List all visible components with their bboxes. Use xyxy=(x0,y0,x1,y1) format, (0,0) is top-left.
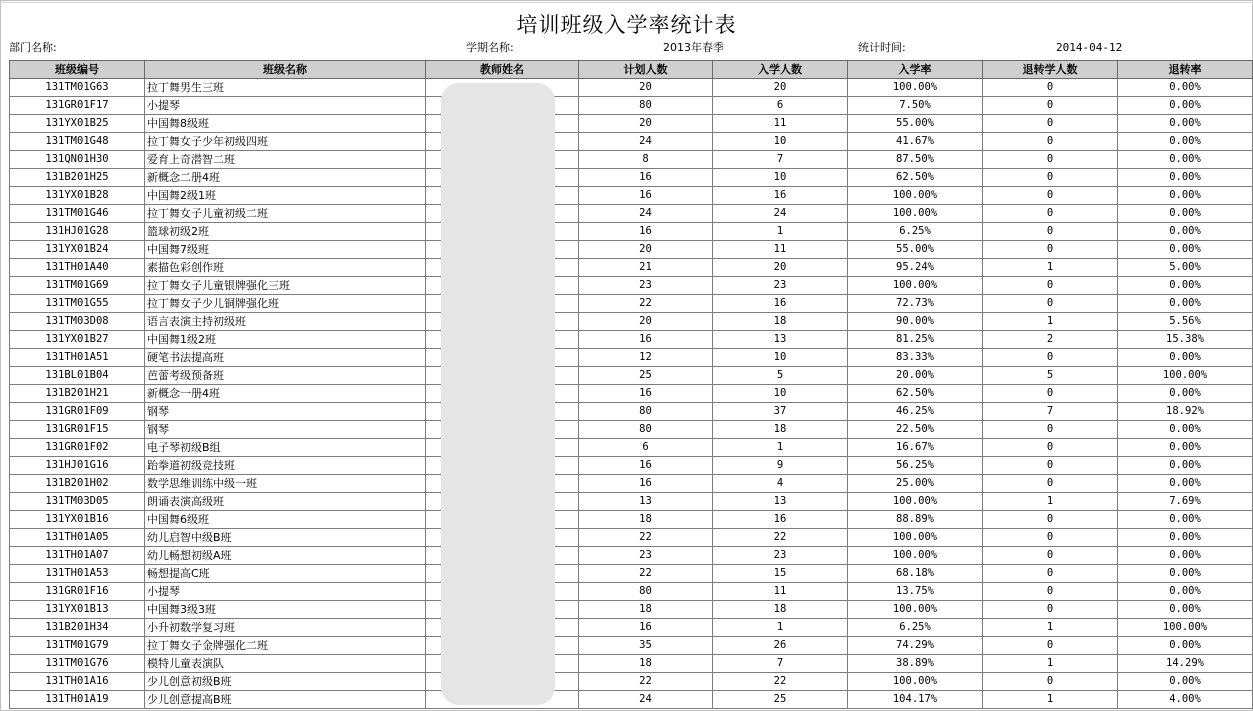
planned-cell: 80 xyxy=(579,583,713,601)
table-row xyxy=(10,547,1253,565)
table-row xyxy=(10,439,1253,457)
enrolled-cell: 11 xyxy=(713,115,848,133)
transfer-count-cell: 0 xyxy=(983,421,1118,439)
transfer-count-cell: 0 xyxy=(983,205,1118,223)
top-divider xyxy=(0,2,1253,3)
enroll-rate-cell: 6.25% xyxy=(848,223,983,241)
transfer-count-cell: 1 xyxy=(983,655,1118,673)
enrolled-cell: 7 xyxy=(713,151,848,169)
table-row xyxy=(10,619,1253,637)
enroll-rate-cell: 90.00% xyxy=(848,313,983,331)
class-code-cell: 131TM01G48 xyxy=(10,133,145,151)
enroll-rate-cell: 100.00% xyxy=(848,547,983,565)
enroll-rate-cell: 104.17% xyxy=(848,691,983,709)
planned-cell: 24 xyxy=(579,205,713,223)
table-row xyxy=(10,133,1253,151)
transfer-count-cell: 0 xyxy=(983,349,1118,367)
planned-cell: 35 xyxy=(579,637,713,655)
class-name-cell: 拉丁舞女子儿童初级二班 xyxy=(145,205,426,223)
enrolled-cell: 13 xyxy=(713,331,848,349)
enrolled-cell: 13 xyxy=(713,493,848,511)
transfer-rate-cell: 0.00% xyxy=(1118,133,1253,151)
class-code-cell: 131YX01B25 xyxy=(10,115,145,133)
transfer-count-cell: 7 xyxy=(983,403,1118,421)
class-code-cell: 131BL01B04 xyxy=(10,367,145,385)
class-name-cell: 小升初数学复习班 xyxy=(145,619,426,637)
transfer-count-cell: 0 xyxy=(983,97,1118,115)
transfer-rate-cell: 0.00% xyxy=(1118,529,1253,547)
planned-cell: 24 xyxy=(579,691,713,709)
table-row xyxy=(10,367,1253,385)
col-header-transfer-rate: 退转率 xyxy=(1118,61,1253,79)
class-name-cell: 拉丁舞女子金牌强化二班 xyxy=(145,637,426,655)
col-header-transfer-count: 退转学人数 xyxy=(983,61,1118,79)
enroll-rate-cell: 41.67% xyxy=(848,133,983,151)
enrolled-cell: 10 xyxy=(713,169,848,187)
table-row xyxy=(10,151,1253,169)
transfer-rate-cell: 0.00% xyxy=(1118,205,1253,223)
planned-cell: 80 xyxy=(579,403,713,421)
transfer-rate-cell: 0.00% xyxy=(1118,79,1253,97)
class-name-cell: 硬笔书法提高班 xyxy=(145,349,426,367)
class-name-cell: 拉丁舞男生三班 xyxy=(145,79,426,97)
table-row xyxy=(10,529,1253,547)
class-name-cell: 中国舞6级班 xyxy=(145,511,426,529)
transfer-rate-cell: 0.00% xyxy=(1118,115,1253,133)
transfer-count-cell: 2 xyxy=(983,331,1118,349)
enrolled-cell: 16 xyxy=(713,187,848,205)
transfer-count-cell: 0 xyxy=(983,241,1118,259)
enrolled-cell: 1 xyxy=(713,223,848,241)
transfer-count-cell: 0 xyxy=(983,565,1118,583)
class-code-cell: 131TM01G46 xyxy=(10,205,145,223)
class-code-cell: 131TH01A16 xyxy=(10,673,145,691)
planned-cell: 16 xyxy=(579,475,713,493)
enrolled-cell: 16 xyxy=(713,295,848,313)
enroll-rate-cell: 38.89% xyxy=(848,655,983,673)
enroll-rate-cell: 95.24% xyxy=(848,259,983,277)
transfer-count-cell: 0 xyxy=(983,529,1118,547)
planned-cell: 16 xyxy=(579,619,713,637)
class-name-cell: 爱育上奇潜智二班 xyxy=(145,151,426,169)
table-row xyxy=(10,295,1253,313)
class-code-cell: 131GR01F17 xyxy=(10,97,145,115)
transfer-rate-cell: 0.00% xyxy=(1118,475,1253,493)
class-name-cell: 中国舞3级3班 xyxy=(145,601,426,619)
enroll-rate-cell: 100.00% xyxy=(848,205,983,223)
enroll-rate-cell: 56.25% xyxy=(848,457,983,475)
enrolled-cell: 23 xyxy=(713,547,848,565)
planned-cell: 16 xyxy=(579,331,713,349)
enroll-rate-cell: 68.18% xyxy=(848,565,983,583)
table-row xyxy=(10,511,1253,529)
class-name-cell: 中国舞8级班 xyxy=(145,115,426,133)
transfer-rate-cell: 0.00% xyxy=(1118,511,1253,529)
class-code-cell: 131TM03D05 xyxy=(10,493,145,511)
planned-cell: 22 xyxy=(579,673,713,691)
class-code-cell: 131B201H25 xyxy=(10,169,145,187)
table-row xyxy=(10,115,1253,133)
class-name-cell: 中国舞7级班 xyxy=(145,241,426,259)
planned-cell: 80 xyxy=(579,97,713,115)
transfer-rate-cell: 0.00% xyxy=(1118,637,1253,655)
class-code-cell: 131GR01F09 xyxy=(10,403,145,421)
table-header-row xyxy=(10,61,1253,79)
transfer-rate-cell: 7.69% xyxy=(1118,493,1253,511)
enrolled-cell: 10 xyxy=(713,385,848,403)
table-row xyxy=(10,223,1253,241)
table-row xyxy=(10,79,1253,97)
class-code-cell: 131TM01G55 xyxy=(10,295,145,313)
enrolled-cell: 6 xyxy=(713,97,848,115)
transfer-rate-cell: 0.00% xyxy=(1118,673,1253,691)
planned-cell: 21 xyxy=(579,259,713,277)
transfer-rate-cell: 100.00% xyxy=(1118,619,1253,637)
table-row xyxy=(10,385,1253,403)
table-row xyxy=(10,403,1253,421)
transfer-count-cell: 0 xyxy=(983,673,1118,691)
enroll-rate-cell: 100.00% xyxy=(848,673,983,691)
stat-time-value: 2014-04-12 xyxy=(1056,41,1123,54)
class-name-cell: 中国舞1级2班 xyxy=(145,331,426,349)
planned-cell: 16 xyxy=(579,187,713,205)
transfer-rate-cell: 5.00% xyxy=(1118,259,1253,277)
enroll-rate-cell: 81.25% xyxy=(848,331,983,349)
table-row xyxy=(10,565,1253,583)
class-name-cell: 小提琴 xyxy=(145,97,426,115)
table-row xyxy=(10,493,1253,511)
enroll-rate-cell: 100.00% xyxy=(848,187,983,205)
class-code-cell: 131YX01B13 xyxy=(10,601,145,619)
enrolled-cell: 25 xyxy=(713,691,848,709)
col-header-class-name: 班级名称 xyxy=(145,61,426,79)
enrolled-cell: 18 xyxy=(713,421,848,439)
enroll-rate-cell: 55.00% xyxy=(848,115,983,133)
enroll-rate-cell: 7.50% xyxy=(848,97,983,115)
class-code-cell: 131GR01F16 xyxy=(10,583,145,601)
class-code-cell: 131GR01F15 xyxy=(10,421,145,439)
class-code-cell: 131TH01A51 xyxy=(10,349,145,367)
class-name-cell: 幼儿启智中级B班 xyxy=(145,529,426,547)
enrolled-cell: 20 xyxy=(713,79,848,97)
class-name-cell: 拉丁舞女子少儿铜牌强化班 xyxy=(145,295,426,313)
enrolled-cell: 15 xyxy=(713,565,848,583)
enroll-rate-cell: 22.50% xyxy=(848,421,983,439)
table-row xyxy=(10,97,1253,115)
planned-cell: 16 xyxy=(579,457,713,475)
planned-cell: 12 xyxy=(579,349,713,367)
transfer-rate-cell: 15.38% xyxy=(1118,331,1253,349)
transfer-count-cell: 1 xyxy=(983,691,1118,709)
transfer-count-cell: 0 xyxy=(983,133,1118,151)
table-row xyxy=(10,691,1253,709)
class-code-cell: 131B201H21 xyxy=(10,385,145,403)
enrolled-cell: 11 xyxy=(713,583,848,601)
enrolled-cell: 22 xyxy=(713,673,848,691)
class-name-cell: 少儿创意提高B班 xyxy=(145,691,426,709)
class-name-cell: 篮球初级2班 xyxy=(145,223,426,241)
class-code-cell: 131TH01A05 xyxy=(10,529,145,547)
table-row xyxy=(10,601,1253,619)
table-row xyxy=(10,241,1253,259)
transfer-rate-cell: 0.00% xyxy=(1118,223,1253,241)
transfer-count-cell: 0 xyxy=(983,277,1118,295)
transfer-rate-cell: 0.00% xyxy=(1118,169,1253,187)
report-title: 培训班级入学率统计表 xyxy=(516,13,737,37)
col-header-enroll-rate: 入学率 xyxy=(848,61,983,79)
transfer-rate-cell: 14.29% xyxy=(1118,655,1253,673)
transfer-rate-cell: 100.00% xyxy=(1118,367,1253,385)
transfer-rate-cell: 0.00% xyxy=(1118,295,1253,313)
planned-cell: 22 xyxy=(579,529,713,547)
enrolled-cell: 7 xyxy=(713,655,848,673)
planned-cell: 13 xyxy=(579,493,713,511)
table-row xyxy=(10,331,1253,349)
teacher-name-redaction xyxy=(441,83,555,705)
class-code-cell: 131TH01A40 xyxy=(10,259,145,277)
enrolled-cell: 22 xyxy=(713,529,848,547)
planned-cell: 16 xyxy=(579,223,713,241)
transfer-count-cell: 0 xyxy=(983,457,1118,475)
col-header-teacher: 教师姓名 xyxy=(426,61,579,79)
planned-cell: 16 xyxy=(579,169,713,187)
enrolled-cell: 20 xyxy=(713,259,848,277)
table-row xyxy=(10,457,1253,475)
class-code-cell: 131TM01G69 xyxy=(10,277,145,295)
enrolled-cell: 5 xyxy=(713,367,848,385)
class-name-cell: 芭蕾考级预备班 xyxy=(145,367,426,385)
class-code-cell: 131TM03D08 xyxy=(10,313,145,331)
transfer-count-cell: 1 xyxy=(983,259,1118,277)
planned-cell: 23 xyxy=(579,547,713,565)
table-row xyxy=(10,475,1253,493)
planned-cell: 6 xyxy=(579,439,713,457)
transfer-count-cell: 0 xyxy=(983,583,1118,601)
table-row xyxy=(10,277,1253,295)
term-label: 学期名称: xyxy=(466,41,514,54)
enroll-rate-cell: 55.00% xyxy=(848,241,983,259)
class-code-cell: 131YX01B28 xyxy=(10,187,145,205)
transfer-rate-cell: 0.00% xyxy=(1118,277,1253,295)
transfer-count-cell: 0 xyxy=(983,511,1118,529)
class-code-cell: 131B201H02 xyxy=(10,475,145,493)
class-code-cell: 131YX01B24 xyxy=(10,241,145,259)
enroll-rate-cell: 87.50% xyxy=(848,151,983,169)
planned-cell: 20 xyxy=(579,313,713,331)
enrolled-cell: 23 xyxy=(713,277,848,295)
class-name-cell: 新概念一册4班 xyxy=(145,385,426,403)
enrollment-table xyxy=(9,60,1253,709)
class-code-cell: 131QN01H30 xyxy=(10,151,145,169)
class-code-cell: 131B201H34 xyxy=(10,619,145,637)
class-code-cell: 131TM01G79 xyxy=(10,637,145,655)
transfer-rate-cell: 0.00% xyxy=(1118,583,1253,601)
enrolled-cell: 11 xyxy=(713,241,848,259)
enroll-rate-cell: 74.29% xyxy=(848,637,983,655)
enroll-rate-cell: 100.00% xyxy=(848,493,983,511)
enroll-rate-cell: 13.75% xyxy=(848,583,983,601)
class-name-cell: 跆拳道初级竞技班 xyxy=(145,457,426,475)
table-row xyxy=(10,187,1253,205)
class-name-cell: 小提琴 xyxy=(145,583,426,601)
class-name-cell: 电子琴初级B组 xyxy=(145,439,426,457)
class-name-cell: 素描色彩创作班 xyxy=(145,259,426,277)
class-name-cell: 朗诵表演高级班 xyxy=(145,493,426,511)
table-row xyxy=(10,313,1253,331)
transfer-count-cell: 0 xyxy=(983,79,1118,97)
class-name-cell: 拉丁舞女子儿童银牌强化三班 xyxy=(145,277,426,295)
class-name-cell: 语言表演主持初级班 xyxy=(145,313,426,331)
planned-cell: 24 xyxy=(579,133,713,151)
term-value: 2013年春季 xyxy=(663,41,724,54)
planned-cell: 18 xyxy=(579,655,713,673)
planned-cell: 22 xyxy=(579,565,713,583)
class-code-cell: 131TM01G63 xyxy=(10,79,145,97)
enroll-rate-cell: 62.50% xyxy=(848,385,983,403)
transfer-count-cell: 0 xyxy=(983,385,1118,403)
transfer-rate-cell: 4.00% xyxy=(1118,691,1253,709)
table-row xyxy=(10,421,1253,439)
enroll-rate-cell: 72.73% xyxy=(848,295,983,313)
enroll-rate-cell: 6.25% xyxy=(848,619,983,637)
transfer-rate-cell: 0.00% xyxy=(1118,349,1253,367)
transfer-rate-cell: 18.92% xyxy=(1118,403,1253,421)
class-name-cell: 数学思维训练中级一班 xyxy=(145,475,426,493)
transfer-count-cell: 0 xyxy=(983,169,1118,187)
transfer-count-cell: 1 xyxy=(983,313,1118,331)
planned-cell: 23 xyxy=(579,277,713,295)
enroll-rate-cell: 100.00% xyxy=(848,529,983,547)
transfer-rate-cell: 0.00% xyxy=(1118,457,1253,475)
enroll-rate-cell: 88.89% xyxy=(848,511,983,529)
transfer-rate-cell: 0.00% xyxy=(1118,151,1253,169)
table-row xyxy=(10,637,1253,655)
enroll-rate-cell: 100.00% xyxy=(848,79,983,97)
dept-label: 部门名称: xyxy=(9,41,57,54)
class-code-cell: 131TH01A53 xyxy=(10,565,145,583)
enrolled-cell: 1 xyxy=(713,619,848,637)
enrolled-cell: 37 xyxy=(713,403,848,421)
transfer-count-cell: 0 xyxy=(983,115,1118,133)
planned-cell: 20 xyxy=(579,241,713,259)
class-name-cell: 新概念二册4班 xyxy=(145,169,426,187)
class-code-cell: 131HJ01G28 xyxy=(10,223,145,241)
enroll-rate-cell: 83.33% xyxy=(848,349,983,367)
planned-cell: 22 xyxy=(579,295,713,313)
class-code-cell: 131TH01A07 xyxy=(10,547,145,565)
transfer-count-cell: 0 xyxy=(983,601,1118,619)
class-code-cell: 131TH01A19 xyxy=(10,691,145,709)
class-code-cell: 131TM01G76 xyxy=(10,655,145,673)
transfer-count-cell: 1 xyxy=(983,493,1118,511)
transfer-count-cell: 0 xyxy=(983,637,1118,655)
class-name-cell: 模特儿童表演队 xyxy=(145,655,426,673)
planned-cell: 20 xyxy=(579,79,713,97)
planned-cell: 80 xyxy=(579,421,713,439)
enroll-rate-cell: 100.00% xyxy=(848,601,983,619)
class-code-cell: 131YX01B27 xyxy=(10,331,145,349)
enroll-rate-cell: 46.25% xyxy=(848,403,983,421)
table-row xyxy=(10,655,1253,673)
transfer-rate-cell: 0.00% xyxy=(1118,601,1253,619)
table-row xyxy=(10,583,1253,601)
enroll-rate-cell: 25.00% xyxy=(848,475,983,493)
transfer-count-cell: 1 xyxy=(983,619,1118,637)
transfer-rate-cell: 0.00% xyxy=(1118,421,1253,439)
planned-cell: 18 xyxy=(579,511,713,529)
transfer-count-cell: 0 xyxy=(983,223,1118,241)
class-name-cell: 中国舞2级1班 xyxy=(145,187,426,205)
enroll-rate-cell: 100.00% xyxy=(848,277,983,295)
stat-time-label: 统计时间: xyxy=(858,41,906,54)
planned-cell: 20 xyxy=(579,115,713,133)
planned-cell: 16 xyxy=(579,385,713,403)
enrolled-cell: 18 xyxy=(713,313,848,331)
transfer-count-cell: 0 xyxy=(983,475,1118,493)
class-name-cell: 畅想提高C班 xyxy=(145,565,426,583)
col-header-class-code: 班级编号 xyxy=(10,61,145,79)
table-row xyxy=(10,205,1253,223)
transfer-count-cell: 5 xyxy=(983,367,1118,385)
enroll-rate-cell: 62.50% xyxy=(848,169,983,187)
transfer-count-cell: 0 xyxy=(983,295,1118,313)
transfer-count-cell: 0 xyxy=(983,187,1118,205)
enrolled-cell: 10 xyxy=(713,133,848,151)
transfer-count-cell: 0 xyxy=(983,547,1118,565)
table-row xyxy=(10,349,1253,367)
transfer-rate-cell: 0.00% xyxy=(1118,97,1253,115)
class-name-cell: 少儿创意初级B班 xyxy=(145,673,426,691)
planned-cell: 25 xyxy=(579,367,713,385)
class-name-cell: 拉丁舞女子少年初级四班 xyxy=(145,133,426,151)
transfer-rate-cell: 0.00% xyxy=(1118,385,1253,403)
enroll-rate-cell: 16.67% xyxy=(848,439,983,457)
class-code-cell: 131HJ01G16 xyxy=(10,457,145,475)
transfer-rate-cell: 0.00% xyxy=(1118,547,1253,565)
enrolled-cell: 18 xyxy=(713,601,848,619)
table-row xyxy=(10,259,1253,277)
enroll-rate-cell: 20.00% xyxy=(848,367,983,385)
planned-cell: 18 xyxy=(579,601,713,619)
transfer-count-cell: 0 xyxy=(983,439,1118,457)
enrolled-cell: 24 xyxy=(713,205,848,223)
transfer-rate-cell: 0.00% xyxy=(1118,439,1253,457)
transfer-count-cell: 0 xyxy=(983,151,1118,169)
enrolled-cell: 26 xyxy=(713,637,848,655)
transfer-rate-cell: 5.56% xyxy=(1118,313,1253,331)
enrolled-cell: 16 xyxy=(713,511,848,529)
planned-cell: 8 xyxy=(579,151,713,169)
class-code-cell: 131YX01B16 xyxy=(10,511,145,529)
transfer-rate-cell: 0.00% xyxy=(1118,241,1253,259)
enrolled-cell: 1 xyxy=(713,439,848,457)
table-row xyxy=(10,673,1253,691)
class-name-cell: 钢琴 xyxy=(145,421,426,439)
transfer-rate-cell: 0.00% xyxy=(1118,565,1253,583)
transfer-rate-cell: 0.00% xyxy=(1118,187,1253,205)
class-name-cell: 钢琴 xyxy=(145,403,426,421)
col-header-enrolled: 入学人数 xyxy=(713,61,848,79)
enrolled-cell: 9 xyxy=(713,457,848,475)
class-code-cell: 131GR01F02 xyxy=(10,439,145,457)
enrolled-cell: 10 xyxy=(713,349,848,367)
enrolled-cell: 4 xyxy=(713,475,848,493)
table-row xyxy=(10,169,1253,187)
col-header-planned: 计划人数 xyxy=(579,61,713,79)
class-name-cell: 幼儿畅想初级A班 xyxy=(145,547,426,565)
